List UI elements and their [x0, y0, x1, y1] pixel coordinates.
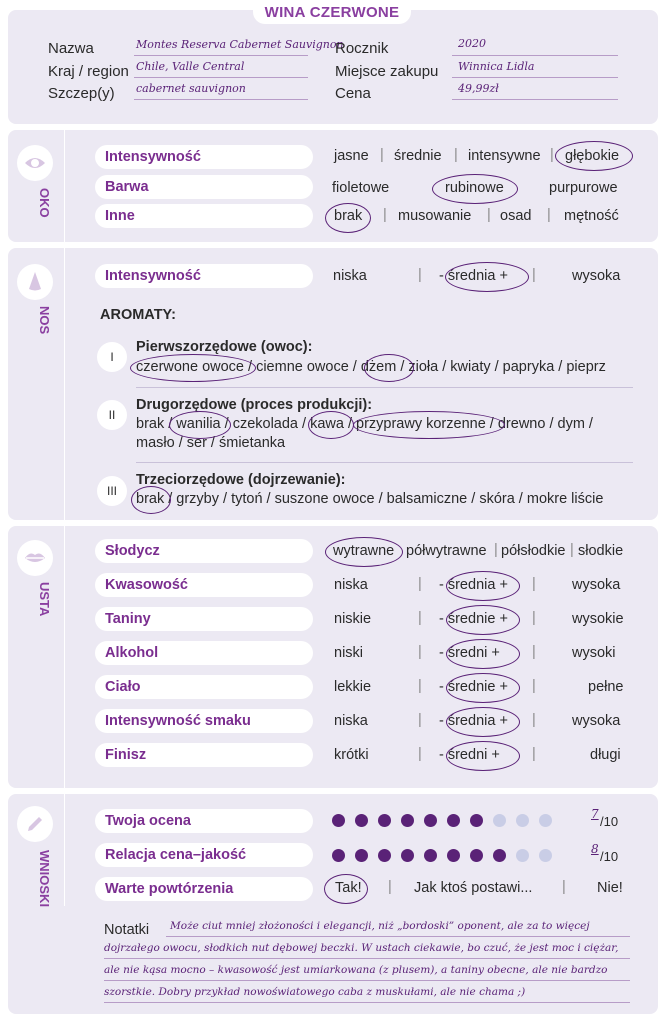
usta-sweetness-opt-3: półsłodkie [501, 543, 566, 559]
nos-divider [64, 248, 65, 520]
rating-dot-filled[interactable] [332, 814, 345, 827]
aroma-group-primary-title: Pierwszorzędowe (owoc): [136, 339, 313, 355]
grape-value: cabernet sauvignon [136, 82, 246, 95]
aromas-heading: AROMATY: [100, 307, 176, 323]
separator: | [418, 712, 422, 728]
separator: | [532, 712, 536, 728]
usta-row-opt-low: lekkie [334, 679, 372, 695]
usta-row-label: Taniny [95, 607, 313, 631]
year-underline [452, 55, 618, 56]
selection-circle [446, 639, 520, 669]
selection-circle [364, 354, 414, 382]
usta-row-opt-low: niski [334, 645, 364, 661]
separator: | [562, 879, 566, 895]
notes-underline [104, 980, 630, 981]
selection-circle [131, 486, 171, 514]
rating-dot-filled[interactable] [447, 814, 460, 827]
oko-intensity-opt-srednie: średnie [394, 148, 442, 164]
eye-icon [17, 145, 53, 181]
separator: | [494, 542, 498, 558]
notes-label: Notatki [104, 922, 150, 938]
wnioski-divider [64, 794, 65, 906]
usta-row-opt-mid: - średni + [439, 747, 500, 763]
usta-row-label: Ciało [95, 675, 313, 699]
separator: | [388, 879, 392, 895]
aroma-group-secondary-items: brak / wanilia / czekolada / kawa / przyprawy korzenne / drewno / dym / [136, 416, 593, 432]
rating-dot-filled[interactable] [355, 814, 368, 827]
oko-other-opt-brak: brak [334, 208, 363, 224]
rating-dot-filled[interactable] [470, 849, 483, 862]
usta-row-label: Kwasowość [95, 573, 313, 597]
usta-row-opt-mid: - średni + [439, 645, 500, 661]
oko-color-opt-rubinowe: rubinowe [445, 180, 504, 196]
place-value: Winnica Lidla [458, 60, 535, 73]
usta-row-opt-high: pełne [588, 679, 624, 695]
usta-divider [64, 526, 65, 788]
separator: | [418, 267, 422, 283]
usta-sweetness-opt-1: wytrawne [333, 543, 395, 559]
usta-row-opt-low: krótki [334, 747, 369, 763]
separator: | [532, 267, 536, 283]
selection-circle [325, 537, 403, 567]
separator: | [380, 147, 384, 163]
selection-circle [169, 411, 231, 439]
selection-circle [325, 203, 371, 233]
selection-circle [353, 411, 505, 439]
usta-sweetness-opt-2: półwytrawne [406, 543, 487, 559]
price-quality-value: 8 [591, 842, 599, 856]
selection-circle [432, 174, 518, 204]
rating-dot-filled[interactable] [470, 814, 483, 827]
notes-line-4: szorstkie. Dobry przykład nowoświatowego caba z muskułami, ale nie chama ;) [104, 986, 526, 998]
nos-intensity-label: Intensywność [95, 264, 313, 288]
name-value: Montes Reserva Cabernet Sauvignon [136, 38, 344, 51]
price-label: Cena [335, 85, 371, 102]
usta-row-opt-high: wysokie [572, 611, 624, 627]
selection-circle [555, 141, 633, 171]
nose-icon [17, 264, 53, 300]
aroma-divider [136, 462, 633, 463]
rating-dot-empty[interactable] [516, 849, 529, 862]
price-quality-label: Relacja cena–jakość [95, 843, 313, 867]
usta-row-opt-mid: - średnie + [439, 679, 508, 695]
separator: | [418, 576, 422, 592]
rating-value: 7 [591, 807, 599, 821]
year-value: 2020 [458, 37, 486, 50]
selection-circle [308, 411, 354, 439]
oko-color-opt-purpurowe: purpurowe [549, 180, 618, 196]
usta-row-opt-mid: - średnia + [439, 577, 508, 593]
oko-section-label: OKO [37, 188, 52, 218]
rating-dot-filled[interactable] [401, 814, 414, 827]
oko-other-opt-musowanie: musowanie [398, 208, 472, 224]
price-quality-max: /10 [600, 849, 619, 864]
selection-circle [130, 354, 256, 382]
selection-circle [446, 605, 520, 635]
country-label: Kraj / region [48, 63, 129, 80]
oko-color-label: Barwa [95, 175, 313, 199]
repeat-opt-maybe: Jak ktoś postawi... [414, 880, 533, 896]
selection-circle [324, 874, 368, 904]
separator: | [532, 644, 536, 660]
rating-dot-filled[interactable] [401, 849, 414, 862]
oko-other-label: Inne [95, 204, 313, 228]
wnioski-section-label: WNIOSKI [37, 850, 52, 908]
selection-circle [446, 571, 520, 601]
selection-circle [445, 262, 529, 292]
aroma-group-tertiary-items: brak / grzyby / tytoń / suszone owoce / balsamiczne / skóra / mokre liście [136, 491, 604, 507]
oko-other-opt-osad: osad [500, 208, 532, 224]
price-underline [452, 99, 618, 100]
nos-intensity-opt-srednia: - średnia + [439, 268, 508, 284]
usta-row-label: Finisz [95, 743, 313, 767]
rating-max: /10 [600, 814, 619, 829]
usta-row-opt-high: wysoka [572, 577, 621, 593]
separator: | [532, 610, 536, 626]
rating-dot-filled[interactable] [332, 849, 345, 862]
separator: | [418, 746, 422, 762]
usta-row-opt-low: niska [334, 577, 368, 593]
rating-dot-empty[interactable] [493, 814, 506, 827]
aroma-group-primary-num: I [97, 342, 127, 372]
rating-label: Twoja ocena [95, 809, 313, 833]
rating-dot-empty[interactable] [539, 814, 552, 827]
notes-line-1: Może ciut mniej złożoności i elegancji, niż „bordoski” oponent, ale za to więcej [170, 920, 590, 932]
notes-underline [104, 1002, 630, 1003]
separator: | [550, 147, 554, 163]
usta-row-label: Alkohol [95, 641, 313, 665]
separator: | [454, 147, 458, 163]
place-underline [452, 77, 618, 78]
usta-row-opt-high: wysoka [572, 713, 621, 729]
pencil-icon [17, 806, 53, 842]
separator: | [547, 207, 551, 223]
title-badge [253, 0, 411, 24]
year-label: Rocznik [335, 40, 389, 57]
rating-dot-filled[interactable] [424, 849, 437, 862]
oko-intensity-label: Intensywność [95, 145, 313, 169]
notes-underline [104, 958, 630, 959]
rating-dot-filled[interactable] [447, 849, 460, 862]
separator: | [532, 746, 536, 762]
country-value: Chile, Valle Central [136, 60, 245, 73]
page-title: WINA CZERWONE [264, 4, 400, 21]
aroma-group-secondary-items-2: masło / ser / śmietanka [136, 435, 286, 451]
rating-dot-filled[interactable] [355, 849, 368, 862]
separator: | [487, 207, 491, 223]
selection-circle [446, 707, 520, 737]
nos-intensity-opt-wysoka: wysoka [572, 268, 621, 284]
rating-dot-filled[interactable] [378, 849, 391, 862]
rating-dot-filled[interactable] [424, 814, 437, 827]
selection-circle [446, 741, 520, 771]
separator: | [532, 678, 536, 694]
price-value: 49,99zł [458, 82, 499, 95]
separator: | [418, 610, 422, 626]
usta-row-opt-mid: - średnie + [439, 611, 508, 627]
lips-icon [17, 540, 53, 576]
aroma-group-tertiary-num: III [97, 476, 127, 506]
place-label: Miejsce zakupu [335, 63, 439, 80]
oko-intensity-opt-glebokie: głębokie [565, 148, 620, 164]
country-underline [134, 77, 308, 78]
oko-intensity-opt-intensywne: intensywne [468, 148, 541, 164]
aroma-group-secondary-title: Drugorzędowe (proces produkcji): [136, 397, 373, 413]
nos-section-label: NOS [37, 306, 52, 335]
oko-color-opt-fioletowe: fioletowe [332, 180, 390, 196]
aroma-group-tertiary-title: Trzeciorzędowe (dojrzewanie): [136, 472, 346, 488]
aroma-group-primary-items: czerwone owoce / ciemne owoce / dżem / zioła / kwiaty / papryka / pieprz [136, 359, 606, 375]
nos-intensity-opt-niska: niska [333, 268, 367, 284]
repeat-label: Warte powtórzenia [95, 877, 313, 901]
repeat-opt-yes: Tak! [335, 880, 362, 896]
oko-other-opt-metnosc: mętność [564, 208, 619, 224]
rating-dot-filled[interactable] [378, 814, 391, 827]
separator: | [418, 678, 422, 694]
usta-row-label: Intensywność smaku [95, 709, 313, 733]
usta-sweetness-label: Słodycz [95, 539, 313, 563]
name-label: Nazwa [48, 40, 94, 57]
separator: | [418, 644, 422, 660]
usta-row-opt-high: długi [590, 747, 621, 763]
usta-row-opt-low: niska [334, 713, 368, 729]
aroma-divider [136, 387, 633, 388]
rating-dot-empty[interactable] [516, 814, 529, 827]
usta-row-opt-mid: - średnia + [439, 713, 508, 729]
separator: | [570, 542, 574, 558]
notes-underline [166, 936, 630, 937]
usta-row-opt-low: niskie [334, 611, 372, 627]
selection-circle [446, 673, 520, 703]
name-underline [134, 55, 308, 56]
oko-intensity-opt-jasne: jasne [334, 148, 369, 164]
usta-section-label: USTA [37, 582, 52, 617]
rating-dot-filled[interactable] [493, 849, 506, 862]
usta-sweetness-opt-4: słodkie [578, 543, 624, 559]
notes-line-2: dojrzałego owocu, słodkich nut dębowej beczki. W ustach ciekawie, bo czuć, że jest moc i ciężar, [104, 942, 619, 954]
repeat-opt-no: Nie! [597, 880, 623, 896]
separator: | [383, 207, 387, 223]
oko-divider [64, 130, 65, 242]
separator: | [532, 576, 536, 592]
rating-dot-empty[interactable] [539, 849, 552, 862]
usta-row-opt-high: wysoki [572, 645, 616, 661]
grape-label: Szczep(y) [48, 85, 115, 102]
grape-underline [134, 99, 308, 100]
notes-line-3: ale nie kąsa mocno – kwasowość jest umiarkowana (z plusem), a taniny obecne, ale nie bardzo [104, 964, 608, 976]
aroma-group-secondary-num: II [97, 400, 127, 430]
